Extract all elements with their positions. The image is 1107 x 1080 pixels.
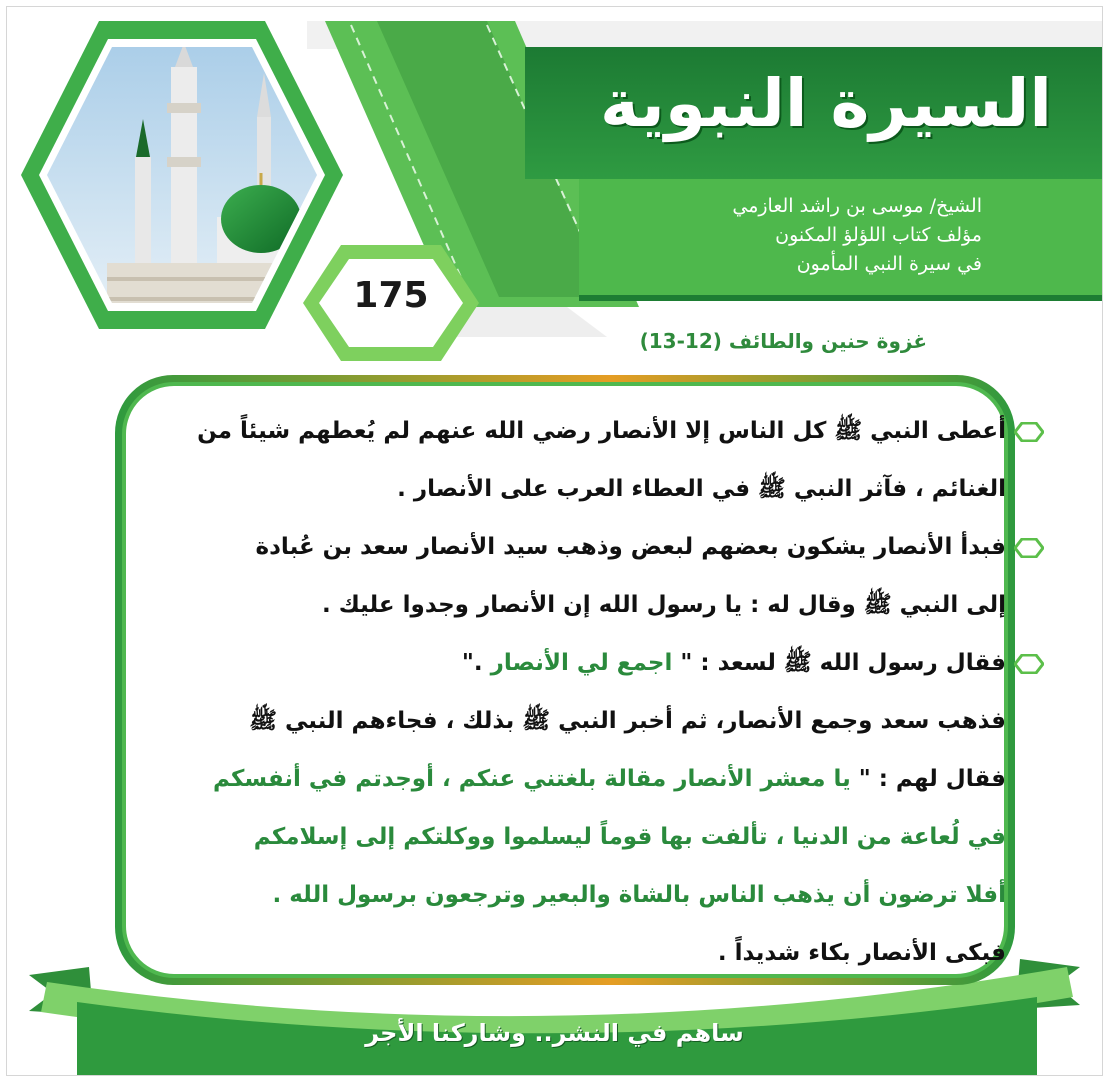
paragraph-3-line-6: فبكى الأنصار بكاء شديداً . [717,940,1006,966]
paragraph-3-line-4: في لُعاعة من الدنيا ، تألفت بها قوماً ليسلموا ووكلتكم إلى إسلامكم [253,824,1006,850]
paragraph-1-line-1: أعطى النبي ﷺ كل الناس إلا الأنصار رضي الله عنهم لم يُعطهم شيئاً من [197,418,1006,444]
paragraph-2 [118,518,1006,634]
author-book-subtitle: في سيرة النبي المأمون [796,253,982,275]
quote-text: اجمع لي الأنصار [482,650,681,676]
paragraph-2-line-2: إلى النبي ﷺ وقال له : يا رسول الله إن الأنصار وجدوا عليك . [321,592,1006,618]
author-name: الشيخ/ موسى بن راشد العازمي [732,195,982,217]
author-book-title: مؤلف كتاب اللؤلؤ المكنون [775,224,982,246]
paragraph-3 [118,634,1006,982]
content-text [118,402,1006,982]
quote-text: يا معشر الأنصار مقالة بلغتني عنكم ، أوجدتم في أنفسكم [213,766,851,792]
paragraph-3-line-5: أفلا ترضون أن يذهب الناس بالشاة والبعير وترجعون برسول الله . [272,882,1006,908]
paragraph-2-line-1: فبدأ الأنصار يشكون بعضهم لبعض وذهب سيد الأنصار سعد بن عُبادة [255,534,1006,560]
poster [6,6,1103,1076]
line-suffix: ". [461,650,483,676]
hexagon-bullet-icon [1014,538,1044,558]
hexagon-bullet-icon [1014,654,1044,674]
paragraph-3-line-3 [118,750,1006,808]
author-info [562,192,982,279]
paragraph-3-line-1 [118,634,1006,692]
line-prefix: فقال رسول الله ﷺ لسعد : " [680,650,1006,676]
paragraph-3-line-2: فذهب سعد وجمع الأنصار، ثم أخبر النبي ﷺ بذلك ، فجاءهم النبي ﷺ [249,708,1006,734]
episode-subtitle: غزوة حنين والطائف (12-13) [639,329,927,353]
footer-slogan: ساهم في النشر.. وشاركنا الأجر [365,1019,744,1047]
page-title: السيرة النبوية [600,65,1052,142]
line-prefix: فقال لهم : " [850,766,1006,792]
paragraph-1 [118,402,1006,518]
episode-number: 175 [353,275,429,316]
paragraph-1-line-2: الغنائم ، فآثر النبي ﷺ في العطاء العرب على الأنصار . [397,476,1006,502]
hexagon-bullet-icon [1014,422,1044,442]
author-band-stripe [579,295,1102,301]
